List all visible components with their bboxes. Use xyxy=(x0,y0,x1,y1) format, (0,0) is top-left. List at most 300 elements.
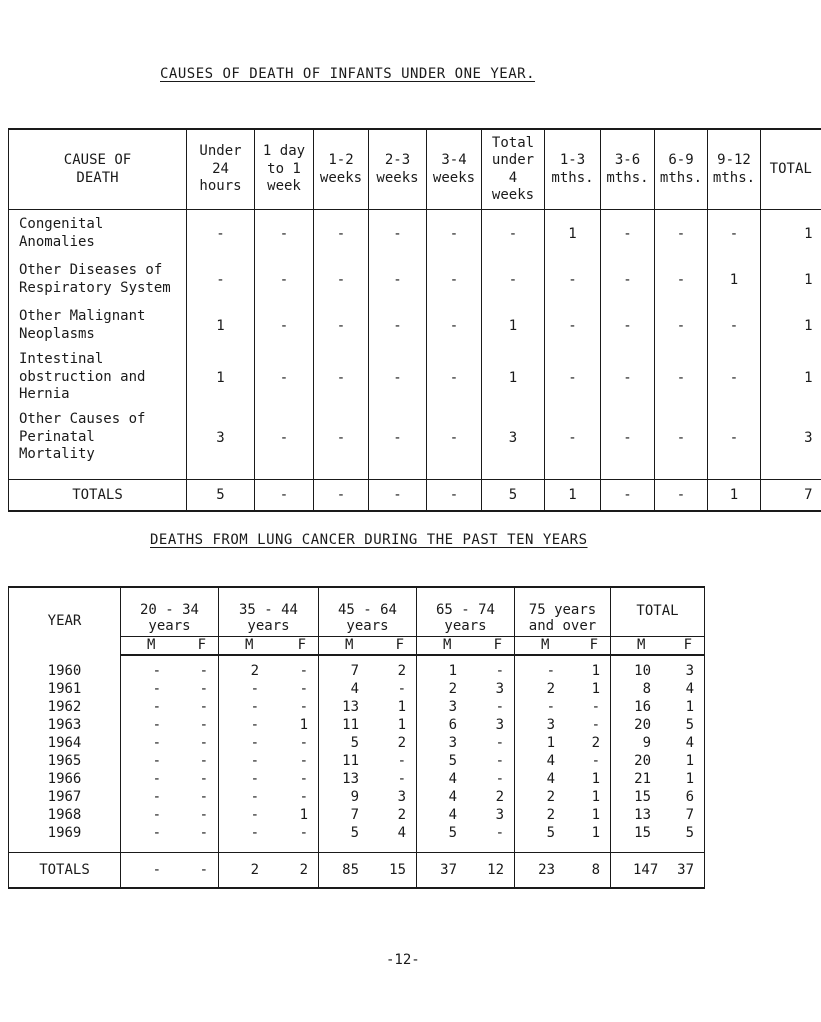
count-pair xyxy=(417,824,504,842)
count-cell: 1 xyxy=(761,258,821,302)
male-count: 4 xyxy=(546,771,555,787)
cause-row xyxy=(9,258,821,302)
count-pair-cell xyxy=(319,680,417,698)
count-pair-cell xyxy=(219,806,319,824)
female-count: - xyxy=(299,771,308,787)
total-pair xyxy=(515,862,600,878)
count-pair-cell xyxy=(121,806,219,824)
count-pair xyxy=(121,770,208,788)
count-pair-cell xyxy=(121,824,219,853)
totals-label: TOTALS xyxy=(9,480,187,512)
spacer-cell xyxy=(427,470,482,480)
year-row xyxy=(9,680,705,698)
male-count: - xyxy=(250,825,259,841)
count-pair-cell xyxy=(515,734,611,752)
male-label: M xyxy=(541,637,550,653)
year-label: 1963 xyxy=(9,716,121,734)
female-label: F xyxy=(197,637,206,653)
count-pair-cell xyxy=(319,806,417,824)
total-cell: - xyxy=(601,480,655,512)
female-label: F xyxy=(493,637,502,653)
count-pair xyxy=(417,680,504,698)
count-cell: 1 xyxy=(187,350,255,406)
sex-header xyxy=(417,636,515,655)
count-pair-cell xyxy=(219,698,319,716)
count-pair xyxy=(417,698,504,716)
count-pair xyxy=(121,662,208,680)
count-cell: - xyxy=(255,350,314,406)
count-pair-cell xyxy=(515,752,611,770)
male-label: M xyxy=(637,637,646,653)
count-pair-cell xyxy=(417,698,515,716)
count-cell: - xyxy=(427,302,482,350)
count-pair-cell xyxy=(417,806,515,824)
male-count: 13 xyxy=(634,807,651,823)
count-cell: - xyxy=(545,258,601,302)
count-pair xyxy=(219,788,308,806)
count-cell: - xyxy=(255,406,314,470)
age-column-header: Total under 4 weeks xyxy=(482,129,545,210)
count-cell: 1 xyxy=(545,210,601,258)
spacer-cell xyxy=(482,470,545,480)
count-pair xyxy=(417,716,504,734)
count-pair-cell xyxy=(319,824,417,853)
age-group-line2: years xyxy=(346,617,389,634)
count-cell: 1 xyxy=(708,258,761,302)
count-cell: - xyxy=(314,302,369,350)
sex-pair xyxy=(121,636,218,654)
cause-row xyxy=(9,406,821,470)
age-column-header: 1-3 mths. xyxy=(545,129,601,210)
count-pair xyxy=(515,788,600,806)
female-count: - xyxy=(299,789,308,805)
count-pair-cell xyxy=(515,788,611,806)
male-count: 2 xyxy=(250,663,259,679)
count-pair-cell xyxy=(319,752,417,770)
male-count: 13 xyxy=(342,771,359,787)
count-pair xyxy=(611,788,694,806)
female-count: - xyxy=(199,771,208,787)
age-column-header: 1-2 weeks xyxy=(314,129,369,210)
total-cell: - xyxy=(314,480,369,512)
cause-column-header: CAUSE OF DEATH xyxy=(9,129,187,210)
female-label: F xyxy=(395,637,404,653)
male-total: 147 xyxy=(633,862,659,878)
female-count: - xyxy=(199,699,208,715)
count-cell: 1 xyxy=(761,350,821,406)
spacer-cell xyxy=(255,470,314,480)
year-row xyxy=(9,698,705,716)
female-count: - xyxy=(199,717,208,733)
year-row xyxy=(9,734,705,752)
year-row xyxy=(9,806,705,824)
lung-cancer-totals-row xyxy=(9,853,705,889)
male-count: 5 xyxy=(448,825,457,841)
sex-pair xyxy=(417,636,514,654)
count-pair xyxy=(515,698,600,716)
count-cell: - xyxy=(369,350,427,406)
count-pair-cell xyxy=(219,752,319,770)
count-pair-cell xyxy=(515,698,611,716)
count-cell: 3 xyxy=(761,406,821,470)
count-pair xyxy=(319,788,406,806)
female-count: 2 xyxy=(397,807,406,823)
male-count: - xyxy=(250,807,259,823)
count-pair-cell xyxy=(319,788,417,806)
count-cell: - xyxy=(255,302,314,350)
age-group-line2: years xyxy=(444,617,487,634)
count-pair xyxy=(417,662,504,680)
female-count: - xyxy=(199,681,208,697)
female-count: 3 xyxy=(495,717,504,733)
total-pair xyxy=(611,862,694,878)
count-pair-cell xyxy=(121,752,219,770)
count-pair-cell xyxy=(121,655,219,680)
female-count: 1 xyxy=(397,717,406,733)
total-pair-cell xyxy=(319,853,417,889)
female-total: 15 xyxy=(389,862,406,878)
male-count: 9 xyxy=(642,735,651,751)
age-group-line1: 45 - 64 xyxy=(337,601,397,618)
count-pair-cell xyxy=(417,680,515,698)
count-cell: - xyxy=(655,258,708,302)
count-cell: - xyxy=(314,406,369,470)
count-pair xyxy=(611,662,694,680)
female-count: - xyxy=(397,753,406,769)
year-label: 1961 xyxy=(9,680,121,698)
spacer-cell xyxy=(314,470,369,480)
male-count: - xyxy=(152,807,161,823)
spacer-row xyxy=(9,470,821,480)
count-cell: - xyxy=(708,406,761,470)
count-cell: - xyxy=(314,210,369,258)
count-pair xyxy=(515,716,600,734)
male-count: 16 xyxy=(634,699,651,715)
male-count: - xyxy=(152,771,161,787)
cause-label: Intestinal obstruction and Hernia xyxy=(9,350,187,406)
count-pair-cell xyxy=(611,698,705,716)
count-pair-cell xyxy=(121,716,219,734)
count-cell: - xyxy=(255,258,314,302)
male-count: 15 xyxy=(634,825,651,841)
total-pair xyxy=(121,862,208,878)
count-pair xyxy=(121,716,208,734)
sex-header xyxy=(121,636,219,655)
male-count: - xyxy=(546,663,555,679)
female-count: - xyxy=(495,699,504,715)
male-count: 5 xyxy=(350,735,359,751)
count-pair xyxy=(515,806,600,824)
count-pair-cell xyxy=(611,655,705,680)
count-cell: - xyxy=(655,302,708,350)
count-cell: - xyxy=(369,258,427,302)
male-count: 4 xyxy=(448,789,457,805)
age-group-line2: TOTAL xyxy=(636,602,679,619)
female-total: 8 xyxy=(591,862,600,878)
male-count: - xyxy=(152,753,161,769)
spacer-cell xyxy=(761,470,821,480)
sex-header xyxy=(611,636,705,655)
male-count: 20 xyxy=(634,717,651,733)
count-pair-cell xyxy=(515,824,611,853)
count-cell: - xyxy=(655,406,708,470)
infant-deaths-totals-row xyxy=(9,480,821,512)
total-pair xyxy=(417,862,504,878)
count-cell: - xyxy=(369,302,427,350)
spacer-cell xyxy=(601,470,655,480)
count-pair-cell xyxy=(515,655,611,680)
sex-header xyxy=(219,636,319,655)
count-pair-cell xyxy=(417,655,515,680)
count-pair xyxy=(611,770,694,788)
male-count: - xyxy=(152,699,161,715)
count-pair xyxy=(417,806,504,824)
female-count: 1 xyxy=(685,771,694,787)
count-pair-cell xyxy=(121,698,219,716)
total-pair xyxy=(219,862,308,878)
count-pair-cell xyxy=(417,770,515,788)
total-cell: - xyxy=(255,480,314,512)
female-label: F xyxy=(297,637,306,653)
male-count: 4 xyxy=(448,771,457,787)
sex-pair xyxy=(611,636,704,654)
count-pair-cell xyxy=(219,770,319,788)
female-count: 1 xyxy=(299,717,308,733)
age-group-header xyxy=(611,587,705,636)
spacer-cell xyxy=(369,470,427,480)
count-pair-cell xyxy=(515,806,611,824)
count-cell: - xyxy=(314,350,369,406)
female-label: F xyxy=(589,637,598,653)
age-group-line2: years xyxy=(247,617,290,634)
count-cell: - xyxy=(708,302,761,350)
year-row xyxy=(9,788,705,806)
male-count: 7 xyxy=(350,807,359,823)
count-pair-cell xyxy=(121,788,219,806)
female-count: - xyxy=(199,735,208,751)
total-pair-cell xyxy=(121,853,219,889)
female-count: 3 xyxy=(397,789,406,805)
count-cell: 3 xyxy=(482,406,545,470)
count-pair xyxy=(219,752,308,770)
count-pair xyxy=(417,752,504,770)
male-count: - xyxy=(250,735,259,751)
female-count: 1 xyxy=(685,699,694,715)
male-count: - xyxy=(250,771,259,787)
count-cell: - xyxy=(708,210,761,258)
count-pair-cell xyxy=(611,752,705,770)
female-count: - xyxy=(299,681,308,697)
female-count: 1 xyxy=(591,807,600,823)
male-count: 11 xyxy=(342,753,359,769)
female-count: - xyxy=(495,771,504,787)
age-group-line2: years xyxy=(148,617,191,634)
count-pair xyxy=(319,698,406,716)
female-count: - xyxy=(199,753,208,769)
male-count: 6 xyxy=(448,717,457,733)
count-pair-cell xyxy=(319,655,417,680)
male-count: - xyxy=(152,825,161,841)
count-cell: - xyxy=(601,210,655,258)
count-pair xyxy=(219,806,308,824)
count-pair xyxy=(611,752,694,770)
age-group-line1: 75 years xyxy=(528,601,597,618)
count-pair-cell xyxy=(219,788,319,806)
male-count: - xyxy=(152,789,161,805)
count-cell: - xyxy=(314,258,369,302)
male-count: 1 xyxy=(546,735,555,751)
female-count: 4 xyxy=(397,825,406,841)
male-count: - xyxy=(250,717,259,733)
count-cell: - xyxy=(545,302,601,350)
count-pair xyxy=(515,680,600,698)
count-pair-cell xyxy=(611,788,705,806)
count-cell: - xyxy=(255,210,314,258)
year-label: 1966 xyxy=(9,770,121,788)
female-count: 1 xyxy=(591,771,600,787)
female-count: 5 xyxy=(685,825,694,841)
year-label: 1964 xyxy=(9,734,121,752)
count-pair xyxy=(219,770,308,788)
count-pair-cell xyxy=(611,806,705,824)
female-count: 3 xyxy=(495,807,504,823)
total-cell: 5 xyxy=(187,480,255,512)
male-count: - xyxy=(152,663,161,679)
count-pair xyxy=(319,752,406,770)
count-cell: 1 xyxy=(482,350,545,406)
count-pair xyxy=(319,662,406,680)
count-pair xyxy=(515,752,600,770)
count-cell: - xyxy=(601,406,655,470)
count-pair-cell xyxy=(417,716,515,734)
female-count: - xyxy=(495,825,504,841)
count-pair xyxy=(319,824,406,842)
male-count: 11 xyxy=(342,717,359,733)
female-count: 1 xyxy=(591,681,600,697)
spacer-cell xyxy=(655,470,708,480)
female-count: 4 xyxy=(685,681,694,697)
male-count: 20 xyxy=(634,753,651,769)
count-cell: - xyxy=(427,406,482,470)
count-pair xyxy=(219,698,308,716)
count-pair-cell xyxy=(121,680,219,698)
total-cell: 1 xyxy=(545,480,601,512)
female-count: - xyxy=(495,753,504,769)
age-group-line1: 65 - 74 xyxy=(435,601,495,618)
female-count: - xyxy=(299,663,308,679)
age-column-header: 9-12 mths. xyxy=(708,129,761,210)
count-pair xyxy=(417,770,504,788)
year-label: 1969 xyxy=(9,824,121,853)
female-count: 2 xyxy=(397,735,406,751)
count-pair xyxy=(219,680,308,698)
male-count: 4 xyxy=(350,681,359,697)
male-count: 5 xyxy=(546,825,555,841)
age-group-header xyxy=(219,587,319,636)
year-row xyxy=(9,752,705,770)
count-cell: - xyxy=(601,258,655,302)
male-count: 10 xyxy=(634,663,651,679)
count-cell: - xyxy=(545,406,601,470)
male-total: 23 xyxy=(538,862,555,878)
sex-pair xyxy=(515,636,610,654)
count-pair-cell xyxy=(515,716,611,734)
cause-row xyxy=(9,350,821,406)
count-pair xyxy=(319,680,406,698)
female-label: F xyxy=(683,637,692,653)
total-cell: - xyxy=(427,480,482,512)
female-count: - xyxy=(397,681,406,697)
count-pair-cell xyxy=(319,770,417,788)
female-count: - xyxy=(591,717,600,733)
count-pair xyxy=(515,662,600,680)
male-count: 2 xyxy=(546,807,555,823)
female-count: 5 xyxy=(685,717,694,733)
count-pair xyxy=(121,734,208,752)
spacer-cell xyxy=(9,470,187,480)
age-column-header: 3-4 weeks xyxy=(427,129,482,210)
total-pair-cell xyxy=(515,853,611,889)
count-pair-cell xyxy=(219,716,319,734)
male-count: 9 xyxy=(350,789,359,805)
count-cell: - xyxy=(545,350,601,406)
total-cell: 7 xyxy=(761,480,821,512)
count-pair-cell xyxy=(121,770,219,788)
count-pair xyxy=(219,824,308,842)
male-total: 37 xyxy=(440,862,457,878)
count-pair-cell xyxy=(417,788,515,806)
female-count: - xyxy=(199,825,208,841)
male-count: 2 xyxy=(546,681,555,697)
female-total: 2 xyxy=(299,862,308,878)
count-cell: 3 xyxy=(187,406,255,470)
male-count: - xyxy=(250,789,259,805)
cause-label: Other Malignant Neoplasms xyxy=(9,302,187,350)
year-label: 1965 xyxy=(9,752,121,770)
age-group-line2: and over xyxy=(528,617,597,634)
age-column-header: 1 day to 1 week xyxy=(255,129,314,210)
count-cell: 1 xyxy=(187,302,255,350)
count-pair-cell xyxy=(219,655,319,680)
count-pair xyxy=(611,806,694,824)
count-pair-cell xyxy=(611,770,705,788)
male-count: - xyxy=(250,753,259,769)
count-pair-cell xyxy=(611,716,705,734)
male-label: M xyxy=(245,637,254,653)
year-label: 1967 xyxy=(9,788,121,806)
count-cell: - xyxy=(601,302,655,350)
cause-label: Other Diseases of Respiratory System xyxy=(9,258,187,302)
female-count: 2 xyxy=(397,663,406,679)
female-count: - xyxy=(591,699,600,715)
female-count: 2 xyxy=(591,735,600,751)
female-count: - xyxy=(299,825,308,841)
count-cell: 1 xyxy=(761,302,821,350)
female-count: - xyxy=(299,699,308,715)
count-pair-cell xyxy=(219,824,319,853)
female-count: - xyxy=(299,735,308,751)
year-label: 1962 xyxy=(9,698,121,716)
age-group-line1: 35 - 44 xyxy=(238,601,298,618)
count-pair-cell xyxy=(121,734,219,752)
count-pair xyxy=(417,734,504,752)
count-cell: - xyxy=(482,210,545,258)
count-pair xyxy=(515,824,600,842)
count-pair-cell xyxy=(417,752,515,770)
total-cell: 1 xyxy=(708,480,761,512)
year-row xyxy=(9,824,705,853)
cause-label: Other Causes of Perinatal Mortality xyxy=(9,406,187,470)
